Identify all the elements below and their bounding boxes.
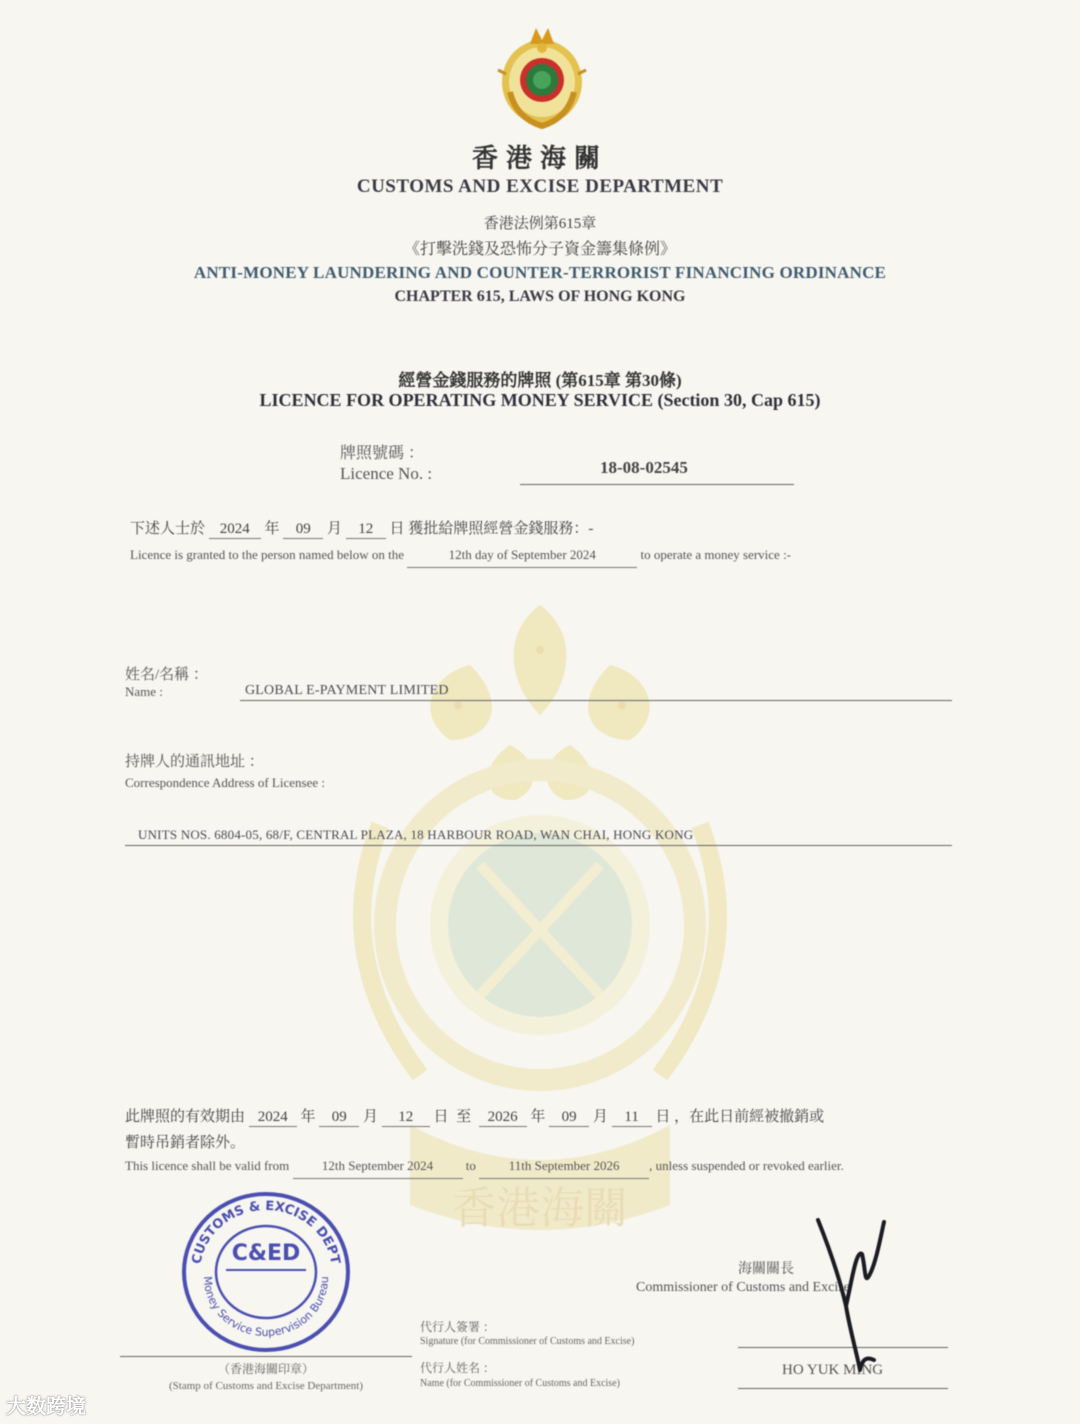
name-label: Name : [125, 684, 163, 699]
validity-line-en: This licence shall be valid from 12th September 2024 to 11th September 2026 , unless suspended or revoked earlier. [125, 1154, 947, 1179]
address-label-zh: 持牌人的通訊地址 ： [125, 754, 264, 770]
brand-watermark: 大数跨境 [6, 1394, 86, 1418]
grant-year: 2024 [209, 521, 261, 539]
ordinance-title: ANTI-MONEY LAUNDERING AND COUNTER-TERRORIST FINANCING ORDINANCE [193, 263, 887, 282]
signatory-name-underline [738, 1388, 948, 1389]
grant-date-en: 12th day of September 2024 [407, 542, 637, 568]
validity-line2-zh: 暫時吊銷者除外。 [125, 1135, 246, 1151]
handwritten-signature-icon [800, 1210, 910, 1380]
valid-end-day: 11 [612, 1109, 652, 1127]
grant-day: 12 [346, 521, 386, 539]
licence-number-underline [520, 484, 794, 485]
signatory-name-label: Name (for Commissioner of Customs and Excise) [420, 1378, 620, 1389]
valid-start-day: 12 [382, 1109, 430, 1127]
licence-title-zh: 經營金錢服務的牌照 (第615章 第30條) [398, 371, 682, 390]
licence-number-label-zh: 牌照號碼 ： [340, 445, 425, 462]
address-underline [125, 845, 952, 846]
signatory-name: HO YUK MING [782, 1362, 884, 1378]
customs-crest-icon [496, 22, 588, 132]
address-label: Correspondence Address of Licensee : [125, 775, 325, 790]
stamp-label: (Stamp of Customs and Excise Department) [169, 1380, 363, 1392]
signatory-name-label-zh: 代行人姓名 ： [420, 1361, 496, 1375]
stamp-label-zh: （香港海關印章） [217, 1362, 314, 1376]
grant-month: 09 [283, 521, 323, 539]
commissioner-title: Commissioner of Customs and Excise [636, 1280, 850, 1295]
ordinance-title-zh: 《打擊洗錢及恐怖分子資金籌集條例》 [403, 241, 676, 258]
licence-number: 18-08-02545 [600, 458, 688, 477]
watermark-text: 香港海關 [452, 1183, 628, 1234]
valid-start-month: 09 [319, 1109, 359, 1127]
signature-label: Signature (for Commissioner of Customs and Excise) [420, 1336, 635, 1347]
valid-start-en: 12th September 2024 [293, 1154, 463, 1179]
validity-line-zh: 此牌照的有效期由 2024 年 09 月 12 日 至 2026 年 09 月 11 日 ，在此日前經被撤銷或 [125, 1109, 825, 1125]
valid-end-year: 2026 [479, 1109, 527, 1127]
signature-label-zh: 代行人簽署 ： [420, 1320, 496, 1334]
licence-number-label: Licence No. : [340, 464, 433, 483]
name-underline [240, 700, 952, 701]
valid-end-en: 11th September 2026 [479, 1154, 649, 1179]
stamp-underline [120, 1356, 412, 1357]
chapter-zh: 香港法例第615章 [483, 216, 597, 232]
stamp-bottom-text: Money Service Supervision Bureau [200, 1275, 332, 1340]
valid-start-year: 2024 [249, 1109, 297, 1127]
commissioner-title-zh: 海關關長 [738, 1262, 794, 1277]
department-name-zh: 香港海關 [471, 144, 608, 173]
grant-line-zh: 下述人士於 2024 年 09 月 12 日 獲批給牌照經營金錢服務：- [130, 521, 594, 537]
licensee-address: UNITS NOS. 6804-05, 68/F, CENTRAL PLAZA, 18 HARBOUR ROAD, WAN CHAI, HONG KONG [138, 827, 694, 842]
licensee-name: GLOBAL E-PAYMENT LIMITED [245, 683, 449, 698]
licence-title: LICENCE FOR OPERATING MONEY SERVICE (Section 30, Cap 615) [259, 390, 821, 410]
grant-line-en: Licence is granted to the person named below on the 12th day of September 2024 to operate a money service :- [130, 542, 950, 568]
chapter-laws: CHAPTER 615, LAWS OF HONG KONG [394, 288, 686, 305]
name-label-zh: 姓名/名稱 ： [125, 667, 208, 683]
department-name: CUSTOMS AND EXCISE DEPARTMENT [356, 176, 724, 197]
valid-end-month: 09 [549, 1109, 589, 1127]
svg-text:Money Service Supervision Bure [201, 1276, 331, 1339]
stamp-center-text: C&ED [231, 1241, 301, 1266]
stamp-ring-text: CUSTOMS & EXCISE DEPT [189, 1198, 343, 1266]
official-stamp-icon [178, 1188, 354, 1354]
